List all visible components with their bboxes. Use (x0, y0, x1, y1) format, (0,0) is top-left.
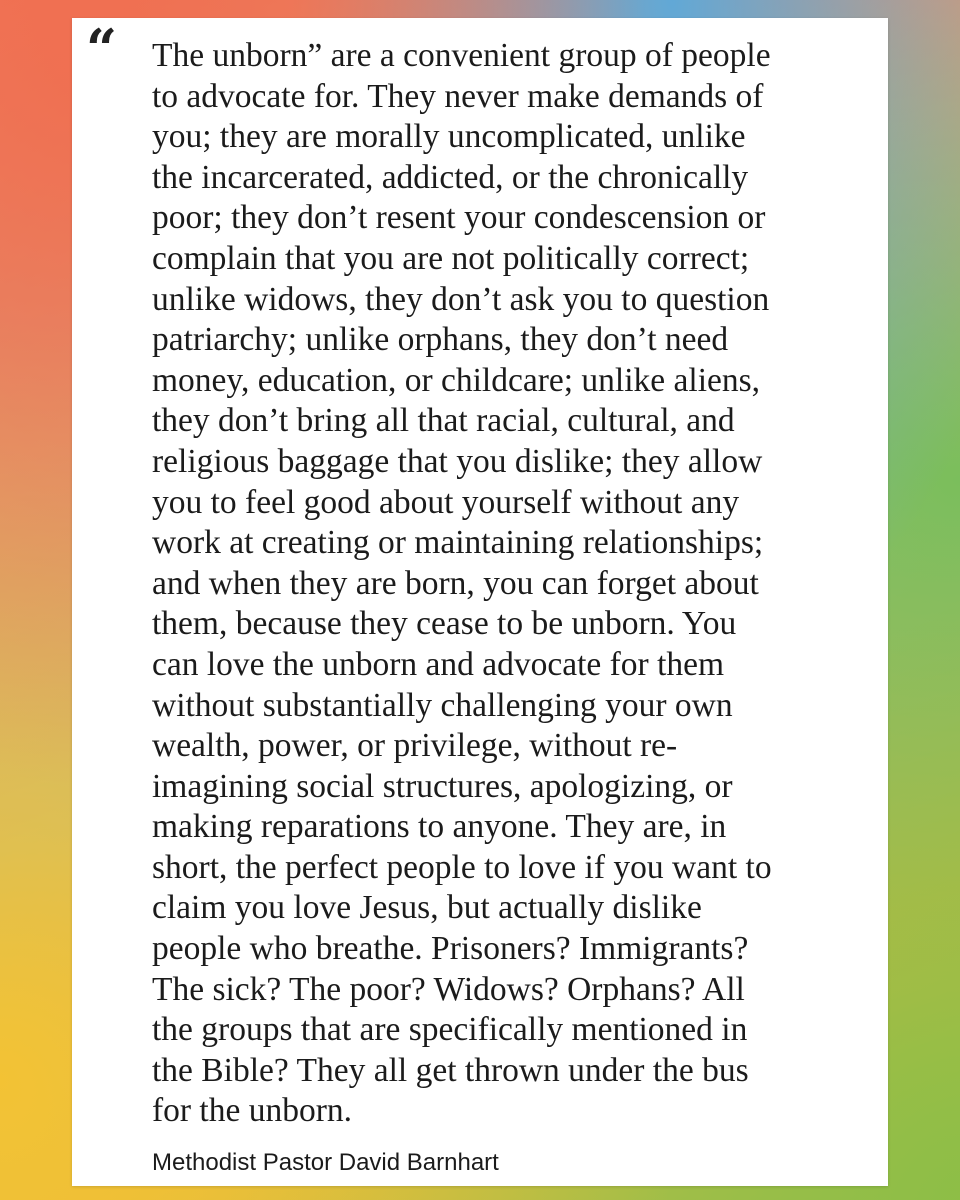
open-quote-icon: “ (86, 17, 118, 81)
quote-text: The unborn” are a convenient group of people to advocate for. They never make demands of you; they are morally uncomplicated, unlike the incarcerated, addicted, or the chronically poor; they don’t resent your condescension or complain that you are not politically correct; unlike widows, they don’t ask you to question patriarchy; unlike orphans, they don’t need money, education, or childcare; unlike aliens, they don’t bring all that racial, cultural, and religious baggage that you dislike; they allow you to feel good about yourself without any work at creating or maintaining relationships; and when they are born, you can forget about them, because they cease to be unborn. You can love the unborn and advocate for them without substantially challenging your own wealth, power, or privilege, without re- imagining social structures, apologizing, or making reparations to anyone. They are, in short, the perfect people to love if you want to claim you love Jesus, but actually dislike people who breathe. Prisoners? Immigrants? The sick? The poor? Widows? Orphans? All the groups that are specifically mentioned in the Bible? They all get thrown under the bus for the unborn. (152, 37, 772, 1130)
quote-attribution: Methodist Pastor David Barnhart (152, 1149, 499, 1176)
quote-card (72, 18, 888, 1186)
